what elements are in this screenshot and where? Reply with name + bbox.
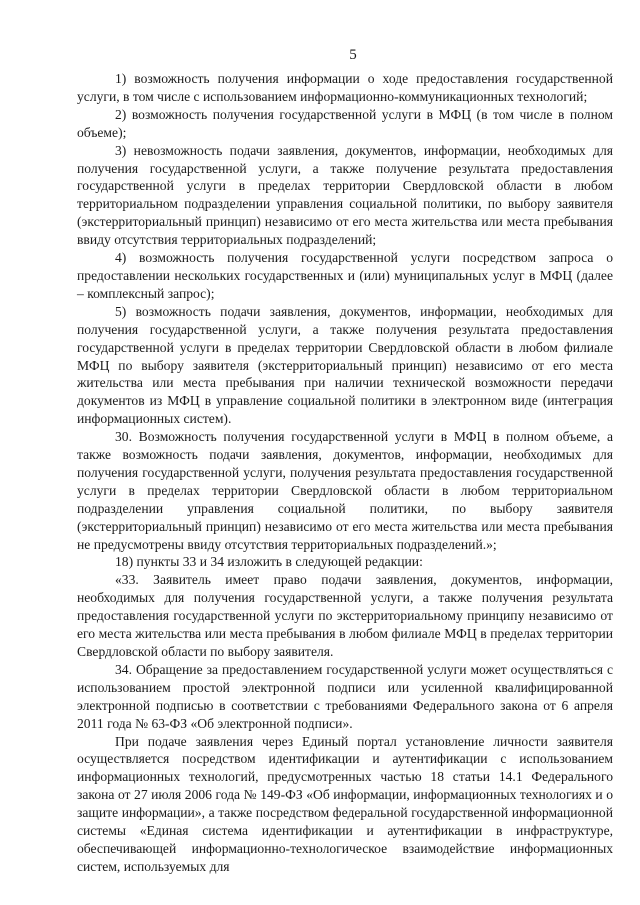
paragraph-item-1: 1) возможность получения информации о ходе предоставления государственной услуги, в том числе с использованием информационно-коммуникационных технологий;	[77, 71, 613, 104]
paragraph-item-4: 4) возможность получения государственной услуги посредством запроса о предоставлении нескольких государственных и (или) муниципальных услуг в МФЦ (далее – комплексный запрос);	[77, 250, 613, 301]
page-number: 5	[349, 47, 357, 63]
paragraph-identification: При подаче заявления через Единый портал установление личности заявителя осуществляется посредством идентификации и аутентификации с использованием информационных технологий, предусмотренных частью 18 статьи 14.1 Федерального закона от 27 июля 2006 года № 149-ФЗ «Об информации, информационных технологиях и о защите информации», а также посредством федеральной государственной информационной системы «Единая система идентификации и аутентификации в инфраструктуре, обеспечивающей информационно-технологическое взаимодействие информационных систем, используемых для	[77, 733, 613, 874]
document-body	[77, 70, 613, 876]
paragraph-item-5: 5) возможность подачи заявления, документов, информации, необходимых для получения государственной услуги, а также получения результата предоставления государственной услуги в пределах территории Свердловской области в любом филиале МФЦ по выбору заявителя (экстерриториальный принцип) независимо от его места жительства или места пребывания при наличии технической возможности передачи документов из МФЦ в управление социальной политики в электронном виде (интеграция информационных систем).	[77, 303, 613, 427]
paragraph-item-2: 2) возможность получения государственной услуги в МФЦ (в том числе в полном объеме);	[77, 106, 613, 140]
paragraph-point-33: «33. Заявитель имеет право подачи заявления, документов, информации, необходимых для получения государственной услуги, а также получения результата предоставления государственной услуги по экстерриториальному принципу независимо от его места жительства или места пребывания в любом филиале МФЦ в пределах территории Свердловской области по выбору заявителя.	[77, 572, 613, 659]
paragraph-point-30: 30. Возможность получения государственной услуги в МФЦ в полном объеме, а также возможность подачи заявления, документов, информации, необходимых для получения государственной услуги, получения результата предоставления государственной услуги в пределах территории Свердловской области в любом территориальном подразделении управления социальной политики, по выбору заявителя (экстерриториальный принцип) независимо от его места жительства или места пребывания не предусмотрены ввиду отсутствия территориальных подразделений.»;	[77, 429, 613, 552]
paragraph-amendment-18: 18) пункты 33 и 34 изложить в следующей редакции:	[115, 554, 423, 570]
paragraph-item-3: 3) невозможность подачи заявления, документов, информации, необходимых для получения государственной услуги, а также получение результата предоставления государственной услуги в пределах территории Свердловской области в любом территориальном подразделении управления социальной политики, по выбору заявителя (экстерриториальный принцип) независимо от его места жительства или места пребывания ввиду отсутствия территориальных подразделений;	[77, 142, 613, 248]
paragraph-point-34: 34. Обращение за предоставлением государственной услуги может осуществляться с использованием простой электронной подписи или усиленной квалифицированной электронной подписью в соответствии с требованиями Федерального закона от 6 апреля 2011 года № 63-ФЗ «Об электронной подписи».	[77, 661, 613, 731]
